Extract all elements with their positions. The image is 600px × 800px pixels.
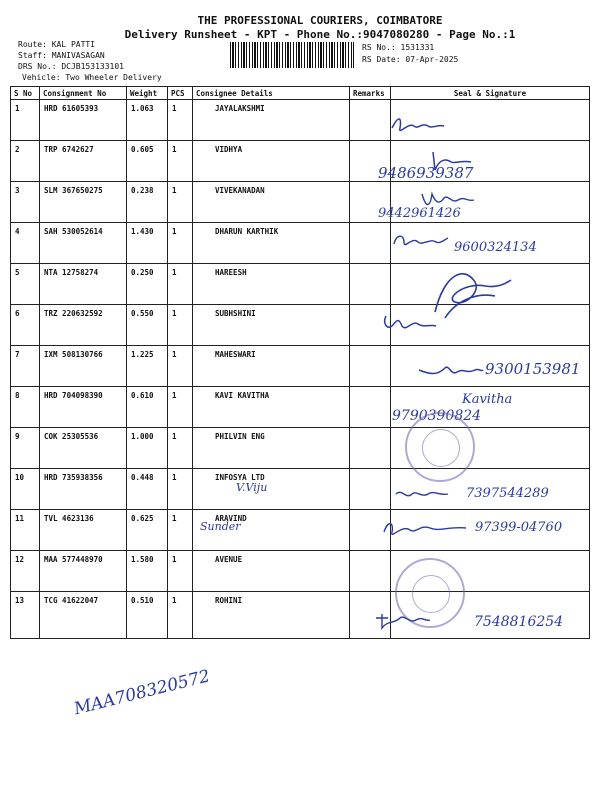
cell-sno: 4	[11, 223, 40, 264]
col-seal-signature: Seal & Signature	[391, 87, 590, 100]
cell-pcs: 1	[168, 551, 193, 592]
cell-remarks	[350, 223, 391, 264]
cell-sno: 11	[11, 510, 40, 551]
handwritten-phone-10: 7397544289	[466, 486, 549, 501]
cell-sno: 10	[11, 469, 40, 510]
cell-sno: 12	[11, 551, 40, 592]
company-title: THE PROFESSIONAL COURIERS, COIMBATORE	[197, 14, 443, 27]
signature-11	[380, 518, 470, 542]
col-consignment: Consignment No	[40, 87, 127, 100]
col-weight: Weight	[127, 87, 168, 100]
vehicle-label: Vehicle: Two Wheeler Delivery	[22, 73, 162, 82]
cell-sno: 8	[11, 387, 40, 428]
cell-weight: 0.238	[127, 182, 168, 223]
cell-remarks	[350, 387, 391, 428]
table-row	[11, 551, 590, 592]
cell-consignment-no: TRZ 220632592	[40, 305, 127, 346]
cell-pcs: 1	[168, 100, 193, 141]
table-row	[11, 428, 590, 469]
delivery-stamp-1	[405, 412, 475, 482]
cell-pcs: 1	[168, 387, 193, 428]
cell-consignment-no: MAA 577448970	[40, 551, 127, 592]
table-row	[11, 141, 590, 182]
cell-remarks	[350, 264, 391, 305]
cell-consignment-no: COK 25305536	[40, 428, 127, 469]
cell-remarks	[350, 428, 391, 469]
cell-remarks	[350, 100, 391, 141]
cell-consignee: ROHINI	[193, 592, 350, 639]
cell-pcs: 1	[168, 469, 193, 510]
cell-sno: 2	[11, 141, 40, 182]
cell-consignment-no: IXM 508130766	[40, 346, 127, 387]
rs-date: RS Date: 07-Apr-2025	[362, 55, 459, 64]
cell-consignment-no: HRD 61605393	[40, 100, 127, 141]
cell-pcs: 1	[168, 305, 193, 346]
handwritten-phone-3: 9442961426	[378, 206, 461, 221]
signature-1	[388, 114, 448, 138]
staff-label: Staff: MANIVASAGAN	[18, 51, 105, 60]
cell-consignment-no: NTA 12758274	[40, 264, 127, 305]
cell-consignee: KAVI KAVITHA	[193, 387, 350, 428]
cell-consignee: PHILVIN ENG	[193, 428, 350, 469]
cell-remarks	[350, 346, 391, 387]
cell-consignee: HAREESH	[193, 264, 350, 305]
cell-consignee: JAYALAKSHMI	[193, 100, 350, 141]
handwritten-phone-4: 9600324134	[454, 240, 537, 255]
col-consignee: Consignee Details	[193, 87, 350, 100]
cell-consignment-no: SAH 530052614	[40, 223, 127, 264]
cell-pcs: 1	[168, 264, 193, 305]
cell-sno: 9	[11, 428, 40, 469]
cell-pcs: 1	[168, 510, 193, 551]
handwritten-phone-11: 97399-04760	[475, 520, 563, 535]
cell-weight: 0.510	[127, 592, 168, 639]
signature-4	[390, 232, 450, 252]
cell-consignment-no: TCG 41622047	[40, 592, 127, 639]
cell-pcs: 1	[168, 141, 193, 182]
signature-6	[378, 310, 438, 334]
cell-consignee: DHARUN KARTHIK	[193, 223, 350, 264]
cell-consignment-no: TRP 6742627	[40, 141, 127, 182]
cell-consignee: VIDHYA	[193, 141, 350, 182]
runsheet-subtitle: Delivery Runsheet - KPT - Phone No.:9047080280 - Page No.:1	[124, 28, 516, 41]
cell-consignee: VIVEKANADAN	[193, 182, 350, 223]
rs-number: RS No.: 1531331	[362, 43, 435, 52]
cell-weight: 0.550	[127, 305, 168, 346]
handwritten-vijay-name: V.Viju	[236, 481, 268, 494]
route-label: Route: KAL PATTI	[18, 40, 96, 49]
cell-weight: 1.430	[127, 223, 168, 264]
cell-pcs: 1	[168, 223, 193, 264]
cell-consignee: AVENUE	[193, 551, 350, 592]
table-row	[11, 182, 590, 223]
cell-sno: 6	[11, 305, 40, 346]
cell-sno: 1	[11, 100, 40, 141]
signature-13	[372, 610, 432, 632]
cell-pcs: 1	[168, 428, 193, 469]
handwritten-sunder: Sunder	[200, 520, 241, 533]
cell-sno: 7	[11, 346, 40, 387]
cell-weight: 0.625	[127, 510, 168, 551]
cell-pcs: 1	[168, 592, 193, 639]
cell-weight: 0.605	[127, 141, 168, 182]
cell-weight: 0.250	[127, 264, 168, 305]
col-sno: S No	[11, 87, 40, 100]
cell-consignment-no: HRD 735938356	[40, 469, 127, 510]
barcode	[230, 42, 354, 68]
cell-sno: 3	[11, 182, 40, 223]
cell-sno: 13	[11, 592, 40, 639]
cell-weight: 1.225	[127, 346, 168, 387]
handwritten-bottom-note: MAA708320572	[72, 666, 213, 720]
cell-remarks	[350, 469, 391, 510]
table-header-row	[11, 87, 590, 100]
handwritten-phone-8: 9790390824	[392, 408, 482, 424]
cell-weight: 1.000	[127, 428, 168, 469]
drs-number: DRS No.: DCJB153133101	[18, 62, 124, 71]
cell-consignment-no: TVL 4623136	[40, 510, 127, 551]
cell-weight: 1.580	[127, 551, 168, 592]
signature-7	[415, 360, 485, 384]
cell-weight: 1.063	[127, 100, 168, 141]
handwritten-phone-2: 9486939387	[378, 164, 474, 182]
handwritten-kavitha: Kavitha	[462, 392, 513, 407]
cell-remarks	[350, 551, 391, 592]
cell-weight: 0.610	[127, 387, 168, 428]
cell-consignment-no: HRD 704098390	[40, 387, 127, 428]
cell-pcs: 1	[168, 182, 193, 223]
handwritten-phone-7: 9300153981	[485, 360, 581, 378]
cell-weight: 0.448	[127, 469, 168, 510]
cell-consignee: INFOSYA LTD	[193, 469, 350, 510]
cell-consignee: MAHESWARI	[193, 346, 350, 387]
col-pcs: PCS	[168, 87, 193, 100]
col-remarks: Remarks	[350, 87, 391, 100]
cell-consignee: SUBHSHINI	[193, 305, 350, 346]
handwritten-phone-13: 7548816254	[474, 614, 564, 630]
signature-10	[392, 484, 452, 504]
cell-pcs: 1	[168, 346, 193, 387]
cell-consignment-no: SLM 367650275	[40, 182, 127, 223]
cell-consignee: ARAVIND	[193, 510, 350, 551]
cell-sno: 5	[11, 264, 40, 305]
table-row	[11, 100, 590, 141]
signature-5	[425, 262, 515, 322]
